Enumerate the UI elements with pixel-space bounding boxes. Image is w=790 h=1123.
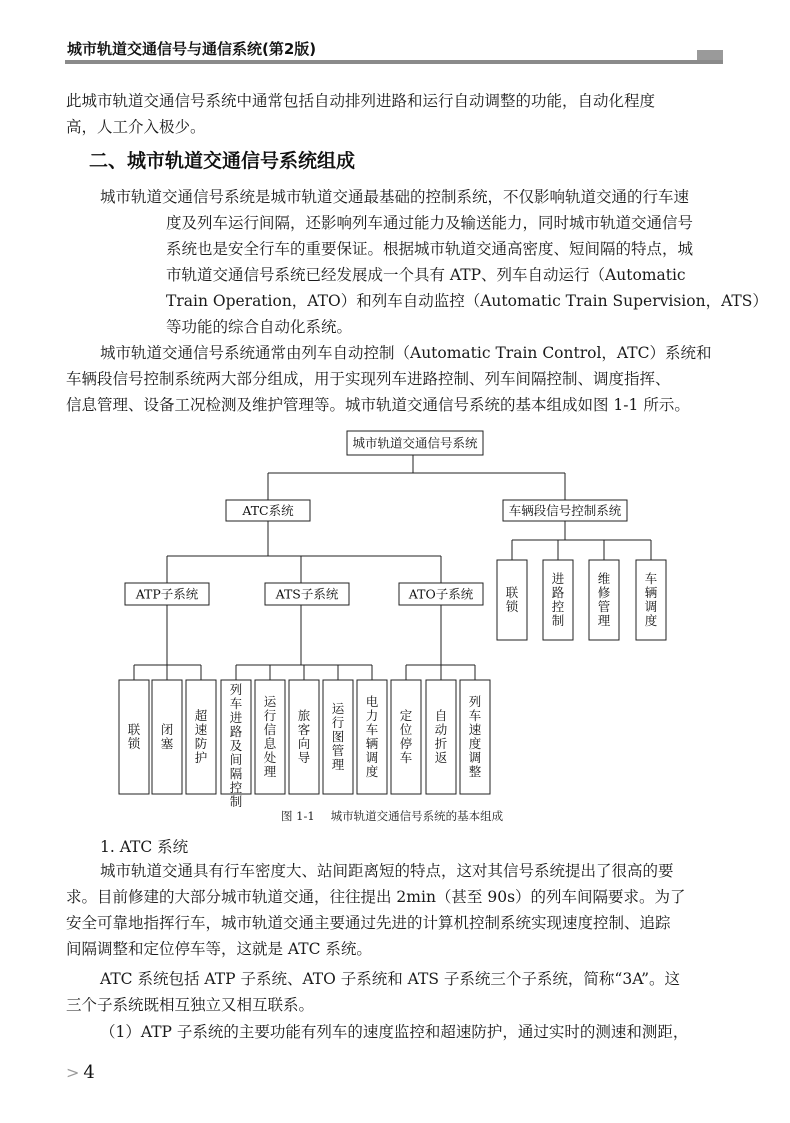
ats-item-label: 运行图管理 [331, 701, 345, 772]
atp-item-label: 联锁 [127, 722, 141, 751]
text-line: 城市轨道交通信号系统是城市轨道交通最基础的控制系统，不仅影响轨道交通的行车速 [100, 188, 690, 206]
root-node-label: 城市轨道交通信号系统 [352, 435, 478, 451]
figure-caption-text: 城市轨道交通信号系统的基本组成 [330, 809, 504, 823]
ato-node-label: ATO子系统 [408, 586, 474, 602]
page-number-marker [66, 1062, 95, 1083]
text-line: 求。目前修建的大部分城市轨道交通，往往提出 2min（甚至 90s）的列车间隔要求。为了 [66, 888, 686, 906]
ats-item-label: 列车进路及间隔控制 [229, 682, 243, 809]
atp-node-label: ATP子系统 [135, 586, 199, 602]
page-chevron-icon: > [66, 1063, 80, 1082]
text-line: 信息管理、设备工况检测及维护管理等。城市轨道交通信号系统的基本组成如图 1-1 所示。 [66, 396, 690, 414]
subsection-heading: 1. ATC 系统 [100, 838, 189, 856]
depot-item-boxes [497, 560, 666, 640]
paragraph-atp-function [66, 1019, 688, 1045]
ats-item-boxes [221, 680, 387, 809]
text-line: 城市轨道交通信号系统通常由列车自动控制（Automatic Train Control，ATC）系统和 [100, 344, 712, 362]
paragraph-atc-subsystems [66, 966, 680, 1018]
depot-item-label: 联锁 [505, 585, 519, 614]
text-line: 度及列车运行间隔，还影响列车通过能力及输送能力，同时城市轨道交通信号 [166, 214, 694, 232]
figure-number: 图 1-1 [281, 809, 315, 823]
text-line: Train Operation，ATO）和列车自动监控（Automatic Train Supervision，ATS） [166, 292, 768, 310]
text-line: ATC 系统包括 ATP 子系统、ATO 子系统和 ATS 子系统三个子系统，简称“3A”。这 [100, 970, 681, 988]
text-line: 系统也是安全行车的重要保证。根据城市轨道交通高密度、短间隔的特点，城 [166, 240, 694, 258]
text-line: （1）ATP 子系统的主要功能有列车的速度监控和超速防护，通过实时的测速和测距， [100, 1023, 689, 1041]
ats-item-label: 旅客向导 [297, 708, 311, 765]
ato-item-label: 定位停车 [399, 708, 413, 765]
section-heading: 二、城市轨道交通信号系统组成 [89, 150, 356, 172]
atp-item-boxes [119, 680, 216, 794]
depot-item-label: 车辆调度 [644, 571, 658, 628]
ato-item-label: 列车速度调整 [468, 694, 482, 779]
running-header-title: 城市轨道交通信号与通信系统(第2版) [67, 40, 317, 58]
depot-node-label: 车辆段信号控制系统 [508, 503, 622, 518]
atc-node-label: ATC系统 [242, 503, 294, 518]
text-line: 车辆段信号控制系统两大部分组成，用于实现列车进路控制、列车间隔控制、调度指挥、 [66, 370, 671, 388]
ato-item-label: 自动折返 [434, 708, 448, 765]
ats-item-label: 电力车辆调度 [365, 694, 379, 779]
text-line: 安全可靠地指挥行车，城市轨道交通主要通过先进的计算机控制系统实现速度控制、追踪 [66, 914, 671, 932]
text-line: 此城市轨道交通信号系统中通常包括自动排列进路和运行自动调整的功能，自动化程度 [66, 92, 656, 110]
depot-item-label: 进路控制 [551, 571, 565, 628]
text-line: 等功能的综合自动化系统。 [166, 318, 353, 336]
atp-item-label: 超速防护 [194, 708, 208, 765]
ats-node-label: ATS子系统 [275, 586, 339, 602]
text-line: 市轨道交通信号系统已经发展成一个具有 ATP、列车自动运行（Automatic [166, 266, 686, 284]
ato-item-boxes [391, 680, 490, 794]
text-line: 间隔调整和定位停车等，这就是 ATC 系统。 [66, 940, 372, 958]
depot-item-label: 维修管理 [597, 571, 611, 628]
paragraph-atc-intro [66, 858, 686, 962]
figure-caption [281, 808, 503, 824]
atp-item-label: 闭塞 [160, 722, 174, 751]
ats-item-label: 运行信息处理 [263, 694, 277, 779]
text-line: 三个子系统既相互独立又相互联系。 [66, 996, 315, 1014]
text-line: 城市轨道交通具有行车密度大、站间距离短的特点，这对其信号系统提出了很高的要 [100, 862, 674, 880]
page-number: 4 [83, 1062, 95, 1083]
text-line: 高，人工介入极少。 [66, 118, 206, 136]
